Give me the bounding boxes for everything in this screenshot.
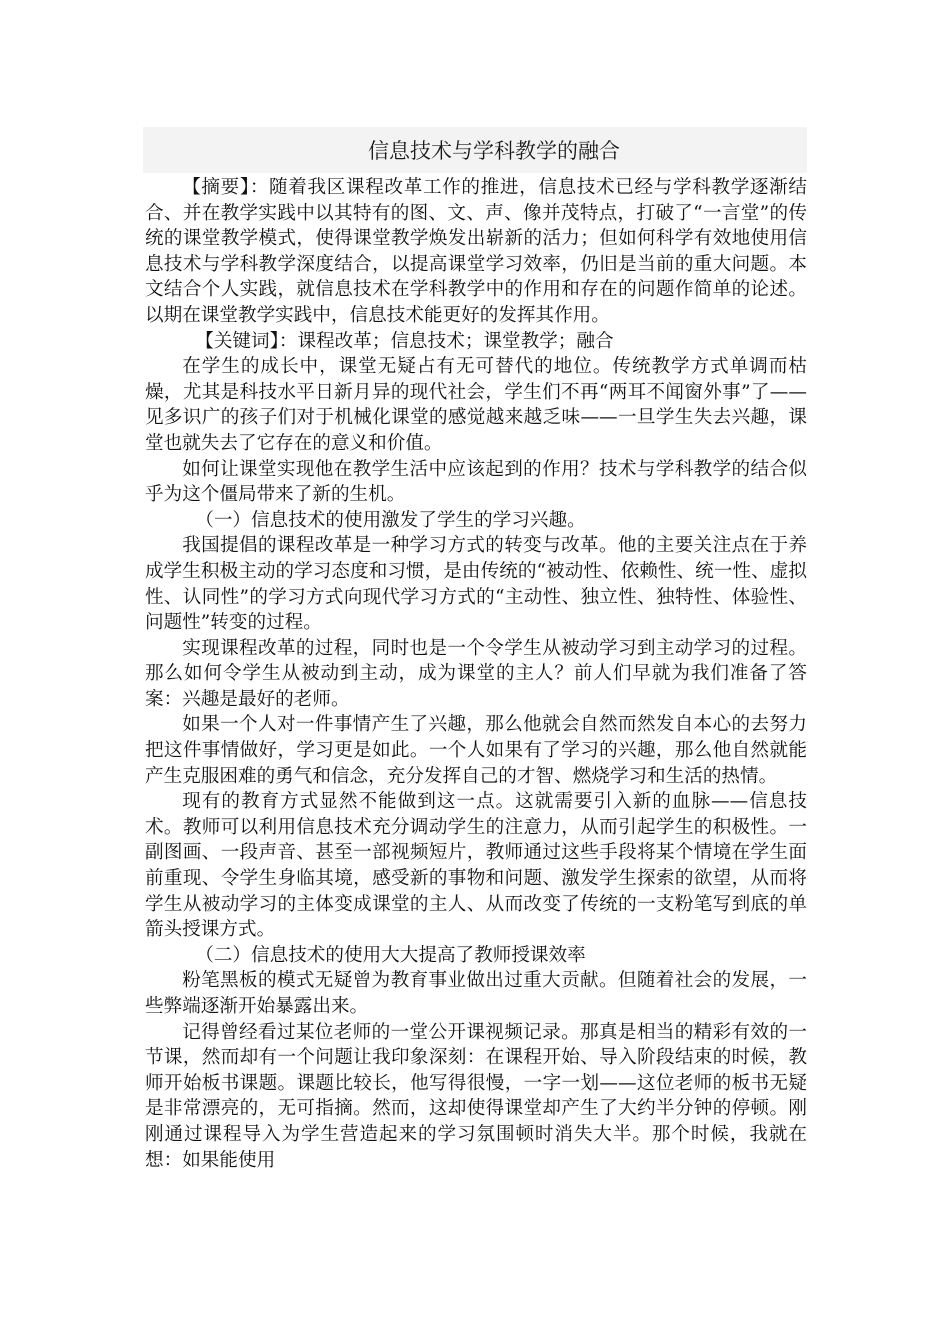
keywords-paragraph: 【关键词】：课程改革；信息技术；课堂教学；融合 <box>195 330 614 352</box>
body-paragraph: 记得曾经看过某位老师的一堂公开课视频记录。那真是相当的精彩有效的一节课，然而却有一个问题让我印象深刻：在课程开始、导入阶段结束的时候，教师开始板书课题。课题比较长，他写得很慢，一字一划——这位老师的板书无疑是非常漂亮的，无可指摘。然而，这却使得课堂却产生了大约半分钟的停顿。刚刚通过课程导入为学生营造起来的学习氛围顿时消失大半。那个时候，我就在想：如果能使用 <box>145 1021 807 1171</box>
body-paragraph: 粉笔黑板的模式无疑曾为教育事业做出过重大贡献。但随着社会的发展，一些弊端逐渐开始暴露出来。 <box>145 970 807 1017</box>
abstract-paragraph: 【摘要】：随着我区课程改革工作的推进，信息技术已经与学科教学逐渐结合、并在教学实践中以其特有的图、文、声、像并茂特点，打破了“一言堂”的传统的课堂教学模式，使得课堂教学焕发出崭新的活力；但如何科学有效地使用信息技术与学科教学深度结合，以提高课堂学习效率，仍旧是当前的重大问题。本文结合个人实践，就信息技术在学科教学中的作用和存在的问题作简单的论述。以期在课堂教学实践中，信息技术能更好的发挥其作用。 <box>145 177 807 326</box>
section-heading: （一）信息技术的使用激发了学生的学习兴趣。 <box>195 509 586 531</box>
body-paragraph: 如何让课堂实现他在教学生活中应该起到的作用？技术与学科教学的结合似乎为这个僵局带来了新的生机。 <box>145 458 807 506</box>
body-paragraph: 我国提倡的课程改革是一种学习方式的转变与改革。他的主要关注点在于养成学生积极主动的学习态度和习惯，是由传统的“被动性、依赖性、统一性、虚拟性、认同性”的学习方式向现代学习方式的“主动性、独立性、独特性、体验性、问题性”转变的过程。 <box>145 535 807 634</box>
section-heading: （二）信息技术的使用大大提高了教师授课效率 <box>195 944 586 966</box>
body-paragraph: 如果一个人对一件事情产生了兴趣，那么他就会自然而然发自本心的去努力把这件事情做好，学习更是如此。一个人如果有了学习的兴趣，那么他自然就能产生克服困难的勇气和信念，充分发挥自己的才智、燃烧学习和生活的热情。 <box>145 714 807 787</box>
page-title: 信息技术与学科教学的融合 <box>368 139 620 163</box>
body-paragraph: 实现课程改革的过程，同时也是一个令学生从被动学习到主动学习的过程。那么如何令学生从被动到主动，成为课堂的主人？前人们早就为我们准备了答案：兴趣是最好的老师。 <box>145 637 807 710</box>
body-paragraph: 现有的教育方式显然不能做到这一点。这就需要引入新的血脉——信息技术。教师可以利用信息技术充分调动学生的注意力，从而引起学生的积极性。一副图画、一段声音、甚至一部视频短片，教师通过这些手段将某个情境在学生面前重现、令学生身临其境，感受新的事物和问题、激发学生探索的欲望，从而将学生从被动学习的主体变成课堂的主人、从而改变了传统的一支粉笔写到底的单箭头授课方式。 <box>145 791 807 941</box>
document-body <box>145 175 807 1173</box>
body-paragraph: 在学生的成长中，课堂无疑占有无可替代的地位。传统教学方式单调而枯燥，尤其是科技水平日新月异的现代社会，学生们不再“两耳不闻窗外事”了——见多识广的孩子们对于机械化课堂的感觉越来越乏味——一旦学生失去兴趣，课堂也就失去了它存在的意义和价值。 <box>145 356 807 454</box>
